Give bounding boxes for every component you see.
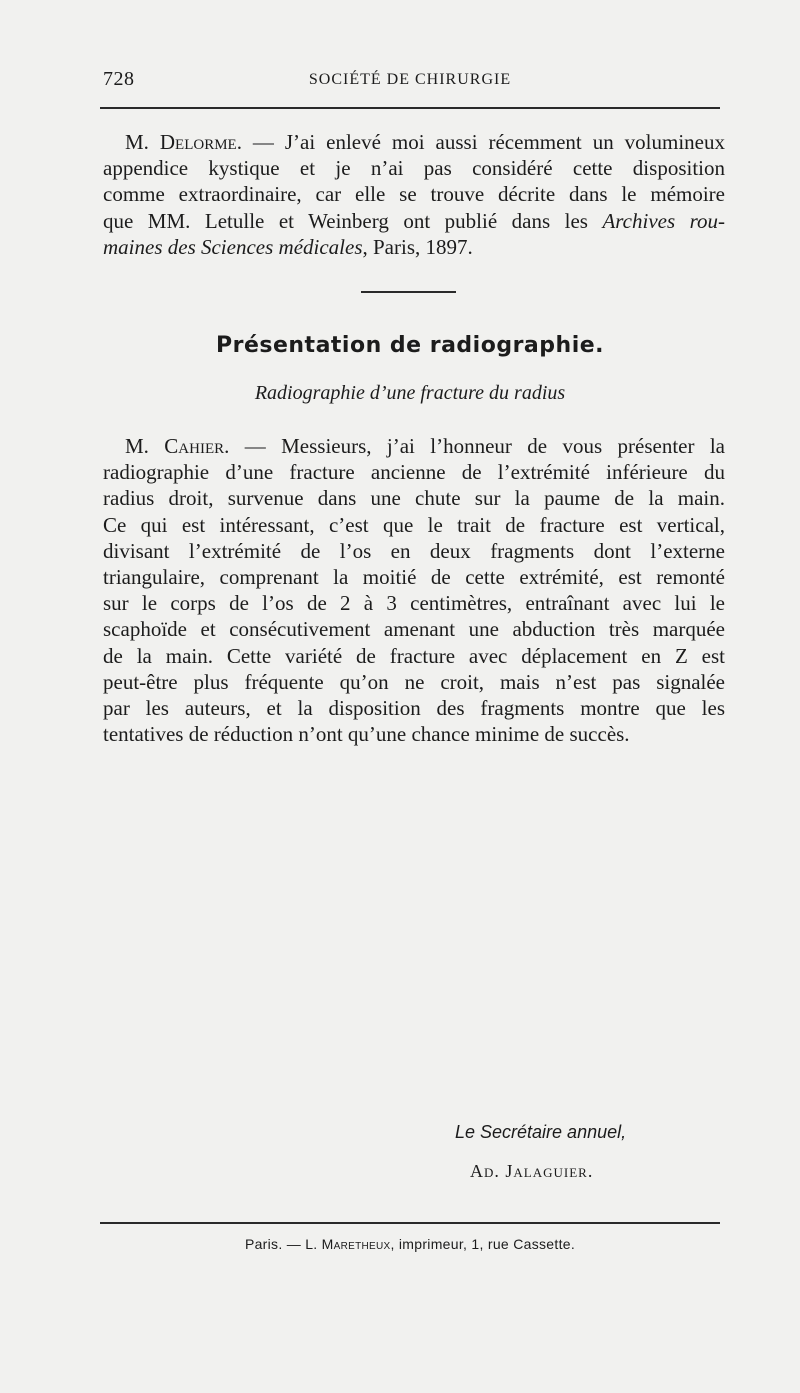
header-rule	[100, 107, 720, 109]
presentation-speaker: M. Cahier.	[125, 434, 230, 458]
presentation-line-12: tentatives de réduction n’ont qu’une chance minime de succès.	[103, 722, 630, 747]
presentation-line-9: de la main. Cette variété de fracture avec déplacement en Z est	[103, 643, 725, 668]
presentation-line-10: peut-être plus fréquente qu’on ne croit, mais n’est pas signalée	[103, 669, 725, 694]
footer-rule	[100, 1222, 720, 1224]
presentation-line-5: divisant l’extrémité de l’os en deux fragments dont l’externe	[103, 538, 725, 563]
printer-name: Maretheux	[321, 1236, 391, 1252]
presentation-line-8: scaphoïde et consécutivement amenant une abduction très marquée	[103, 617, 725, 642]
page-header	[100, 68, 720, 98]
signature-name: Ad. Jalaguier.	[470, 1161, 594, 1181]
printer-imprint: Paris. — L. Maretheux, imprimeur, 1, rue Cassette.	[244, 1236, 576, 1252]
discussion-line-4: que MM. Letulle et Weinberg ont publié dans les Archives rou-	[103, 208, 726, 233]
presentation-line-4: Ce qui est intéressant, c’est que le trait de fracture est vertical,	[103, 512, 725, 537]
presentation-line-7: sur le corps de l’os de 2 à 3 centimètres, entraînant avec lui le	[103, 591, 725, 616]
presentation-line-2: radiographie d’une fracture ancienne de l’extrémité inférieure du	[103, 460, 725, 485]
running-head: SOCIÉTÉ DE CHIRURGIE	[308, 71, 512, 88]
signature-title: Le Secrétaire annuel,	[455, 1122, 627, 1142]
presentation-line-11: par les auteurs, et la disposition des fragments montre que les	[103, 696, 725, 721]
journal-title-part2: maines des Sciences médicales	[103, 234, 363, 259]
section-title: Présentation de radiographie.	[215, 333, 605, 358]
presentation-line-6: triangulaire, comprenant la moitié de cette extrémité, est remonté	[103, 565, 725, 590]
presentation-paragraph	[103, 433, 725, 747]
section-divider	[361, 291, 456, 293]
presentation-line-3: radius droit, survenue dans une chute sur la paume de la main.	[103, 486, 725, 511]
journal-title-part1: Archives rou-	[602, 208, 726, 233]
discussion-line-2: appendice kystique et je n’ai pas considéré cette disposition	[103, 156, 725, 181]
discussion-speaker: M. Delorme.	[125, 130, 242, 154]
discussion-line-5: maines des Sciences médicales, Paris, 1897.	[103, 234, 473, 259]
discussion-paragraph	[103, 129, 725, 260]
discussion-line-3: comme extraordinaire, car elle se trouve décrite dans le mémoire	[103, 182, 725, 207]
presentation-line-1: M. Cahier. — Messieurs, j’ai l’honneur de vous présenter la	[125, 434, 726, 458]
page-number: 728	[103, 68, 135, 90]
discussion-line-1: M. Delorme. — J’ai enlevé moi aussi récemment un volumineux	[125, 130, 725, 154]
section-subtitle: Radiographie d’une fracture du radius	[254, 382, 566, 404]
